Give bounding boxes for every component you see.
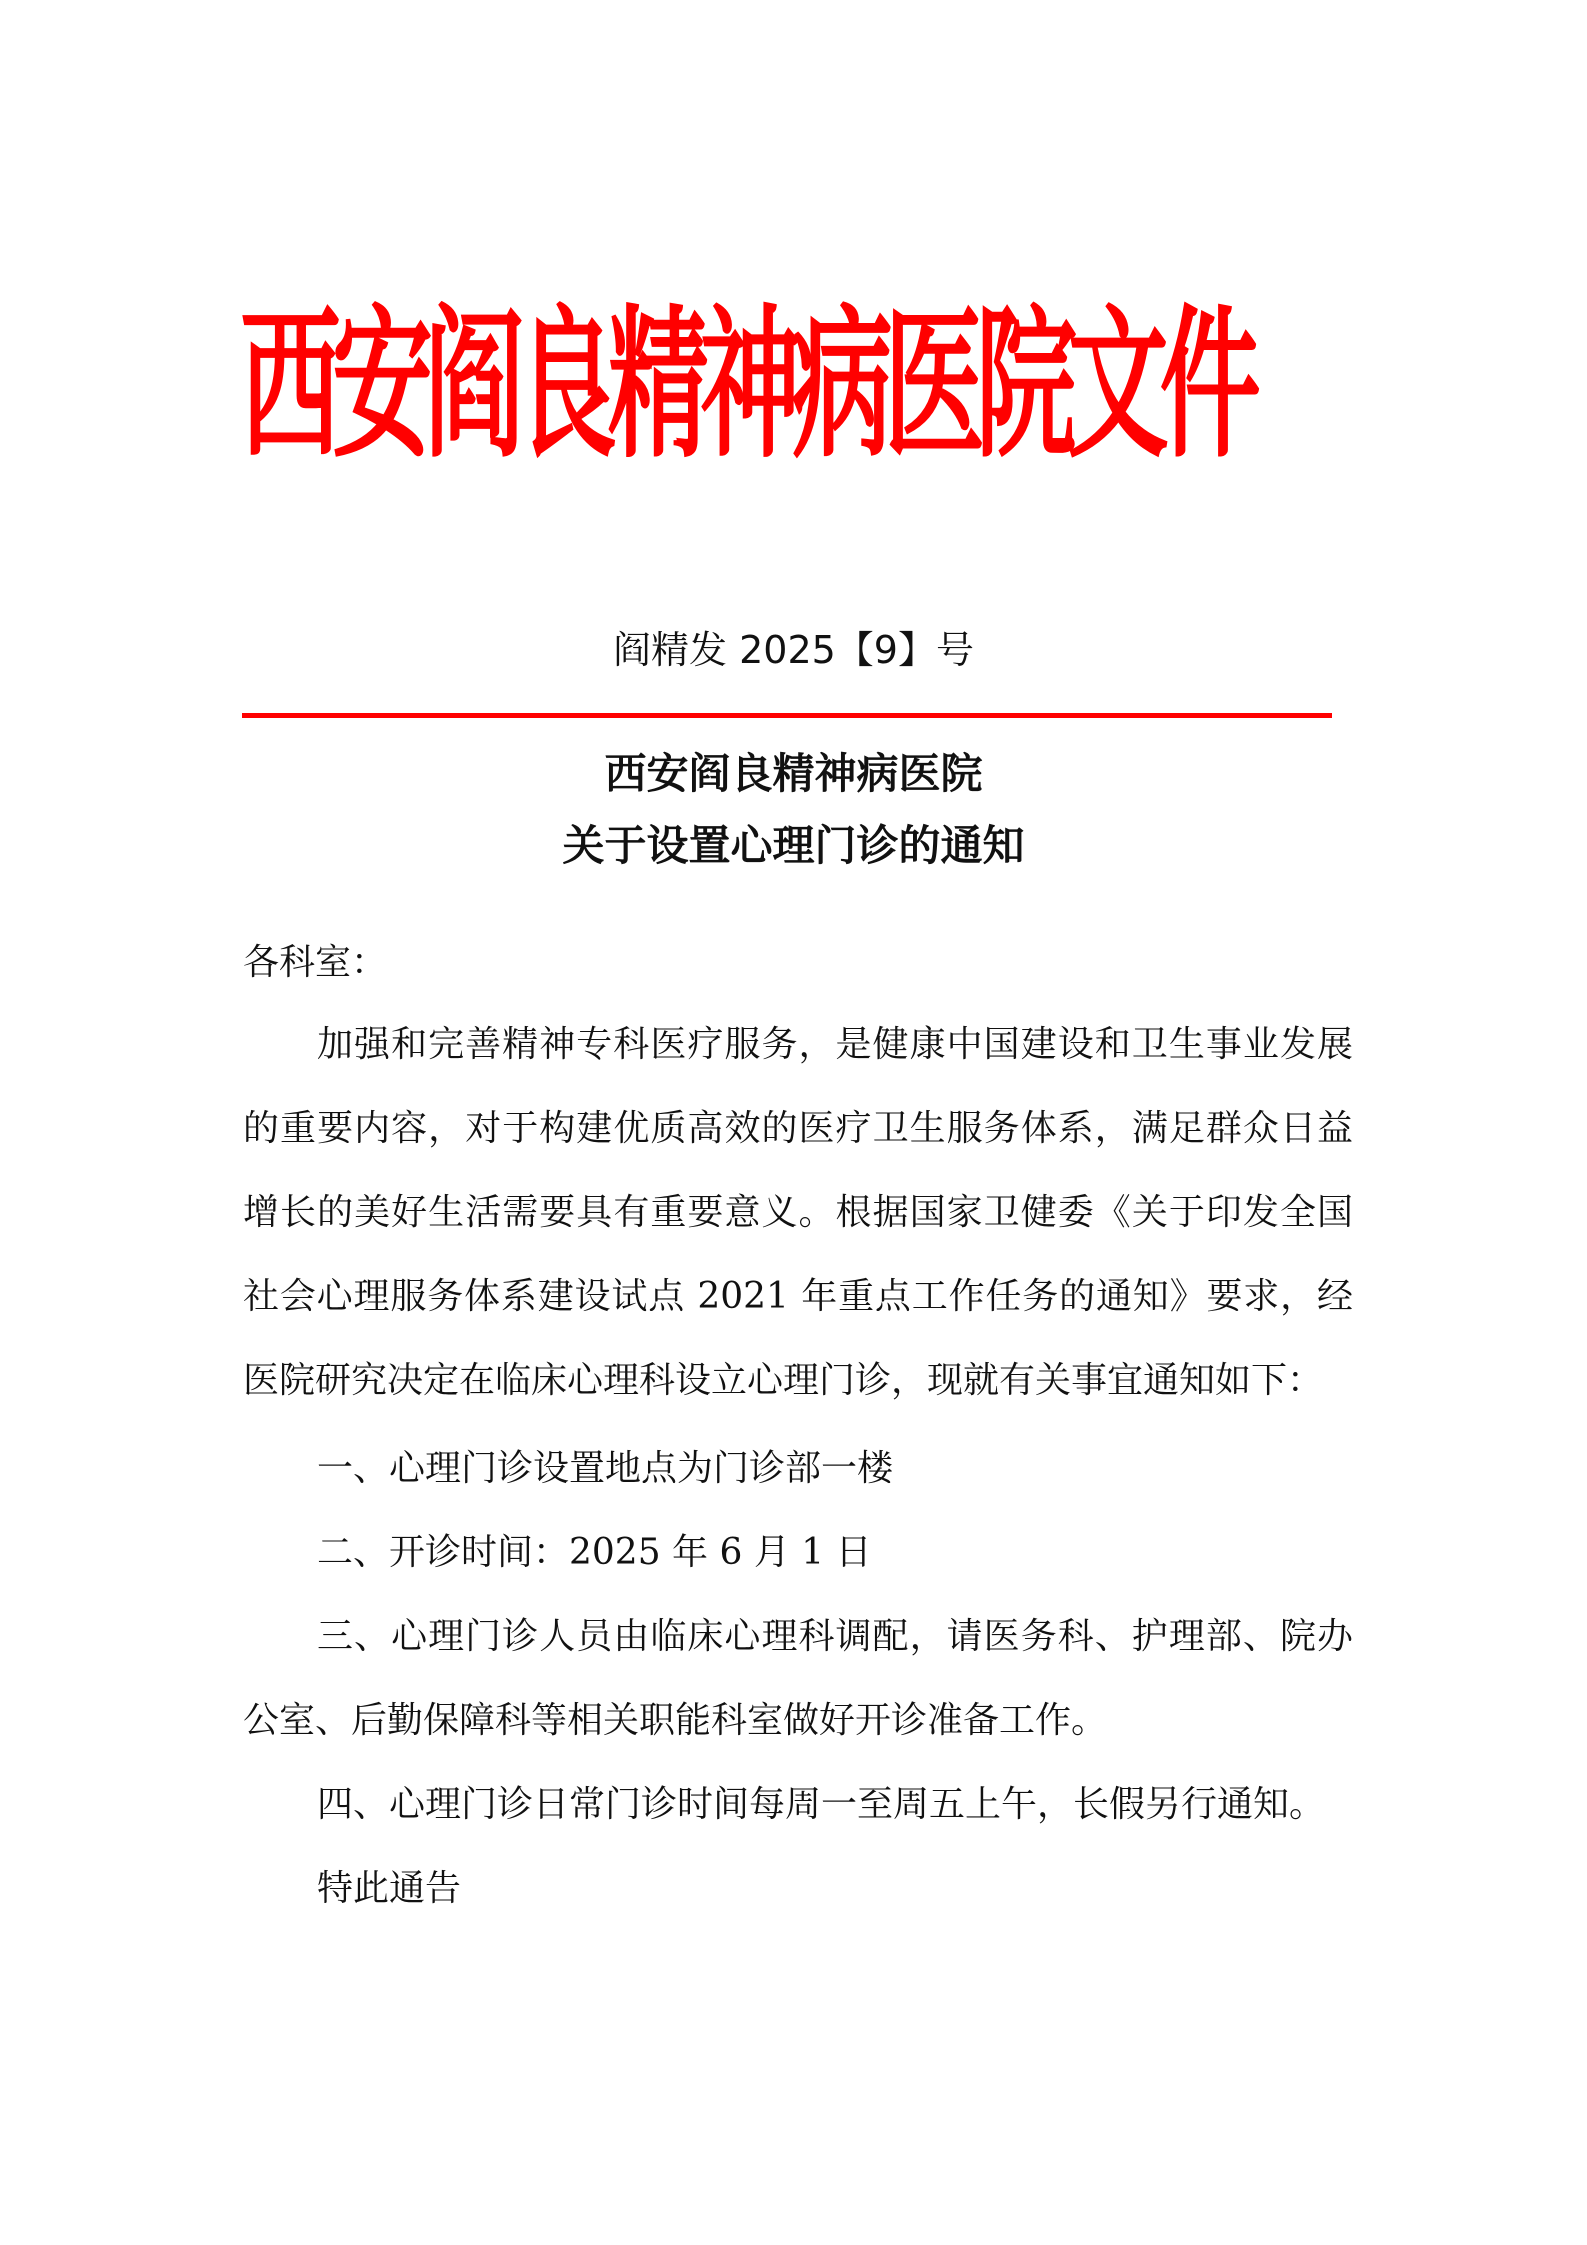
document-number: 阎精发 2025【9】号: [613, 628, 974, 672]
notice-title-subject: 关于设置心理门诊的通知: [562, 821, 1025, 870]
intro-line-3: 增长的美好生活需要具有重要意义。根据国家卫健委《关于印发全国: [243, 1192, 1353, 1233]
salutation: 各科室：: [243, 942, 388, 983]
masthead-title: 西安阎良精神病医院文件: [240, 289, 1252, 481]
list-item-clinic-hours: 四、心理门诊日常门诊时间每周一至周五上午，长假另行通知。: [317, 1784, 1326, 1825]
closing-remark: 特此通告: [317, 1868, 462, 1909]
intro-line-4: 社会心理服务体系建设试点 2021 年重点工作任务的通知》要求，经: [243, 1276, 1353, 1317]
list-item-opening-date: 二、开诊时间：2025 年 6 月 1 日: [317, 1532, 872, 1573]
intro-line-2: 的重要内容，对于构建优质高效的医疗卫生服务体系，满足群众日益: [243, 1108, 1353, 1149]
notice-title-issuer: 西安阎良精神病医院: [604, 749, 983, 798]
list-item-staffing: 三、心理门诊人员由临床心理科调配，请医务科、护理部、院办: [317, 1616, 1353, 1657]
red-divider: [242, 713, 1332, 718]
list-item-location: 一、心理门诊设置地点为门诊部一楼: [317, 1448, 894, 1489]
intro-line-5: 医院研究决定在临床心理科设立心理门诊，现就有关事宜通知如下：: [243, 1360, 1324, 1401]
intro-line-1: 加强和完善精神专科医疗服务，是健康中国建设和卫生事业发展: [317, 1024, 1353, 1065]
list-item-staffing-continued: 公室、后勤保障科等相关职能科室做好开诊准备工作。: [243, 1700, 1108, 1741]
